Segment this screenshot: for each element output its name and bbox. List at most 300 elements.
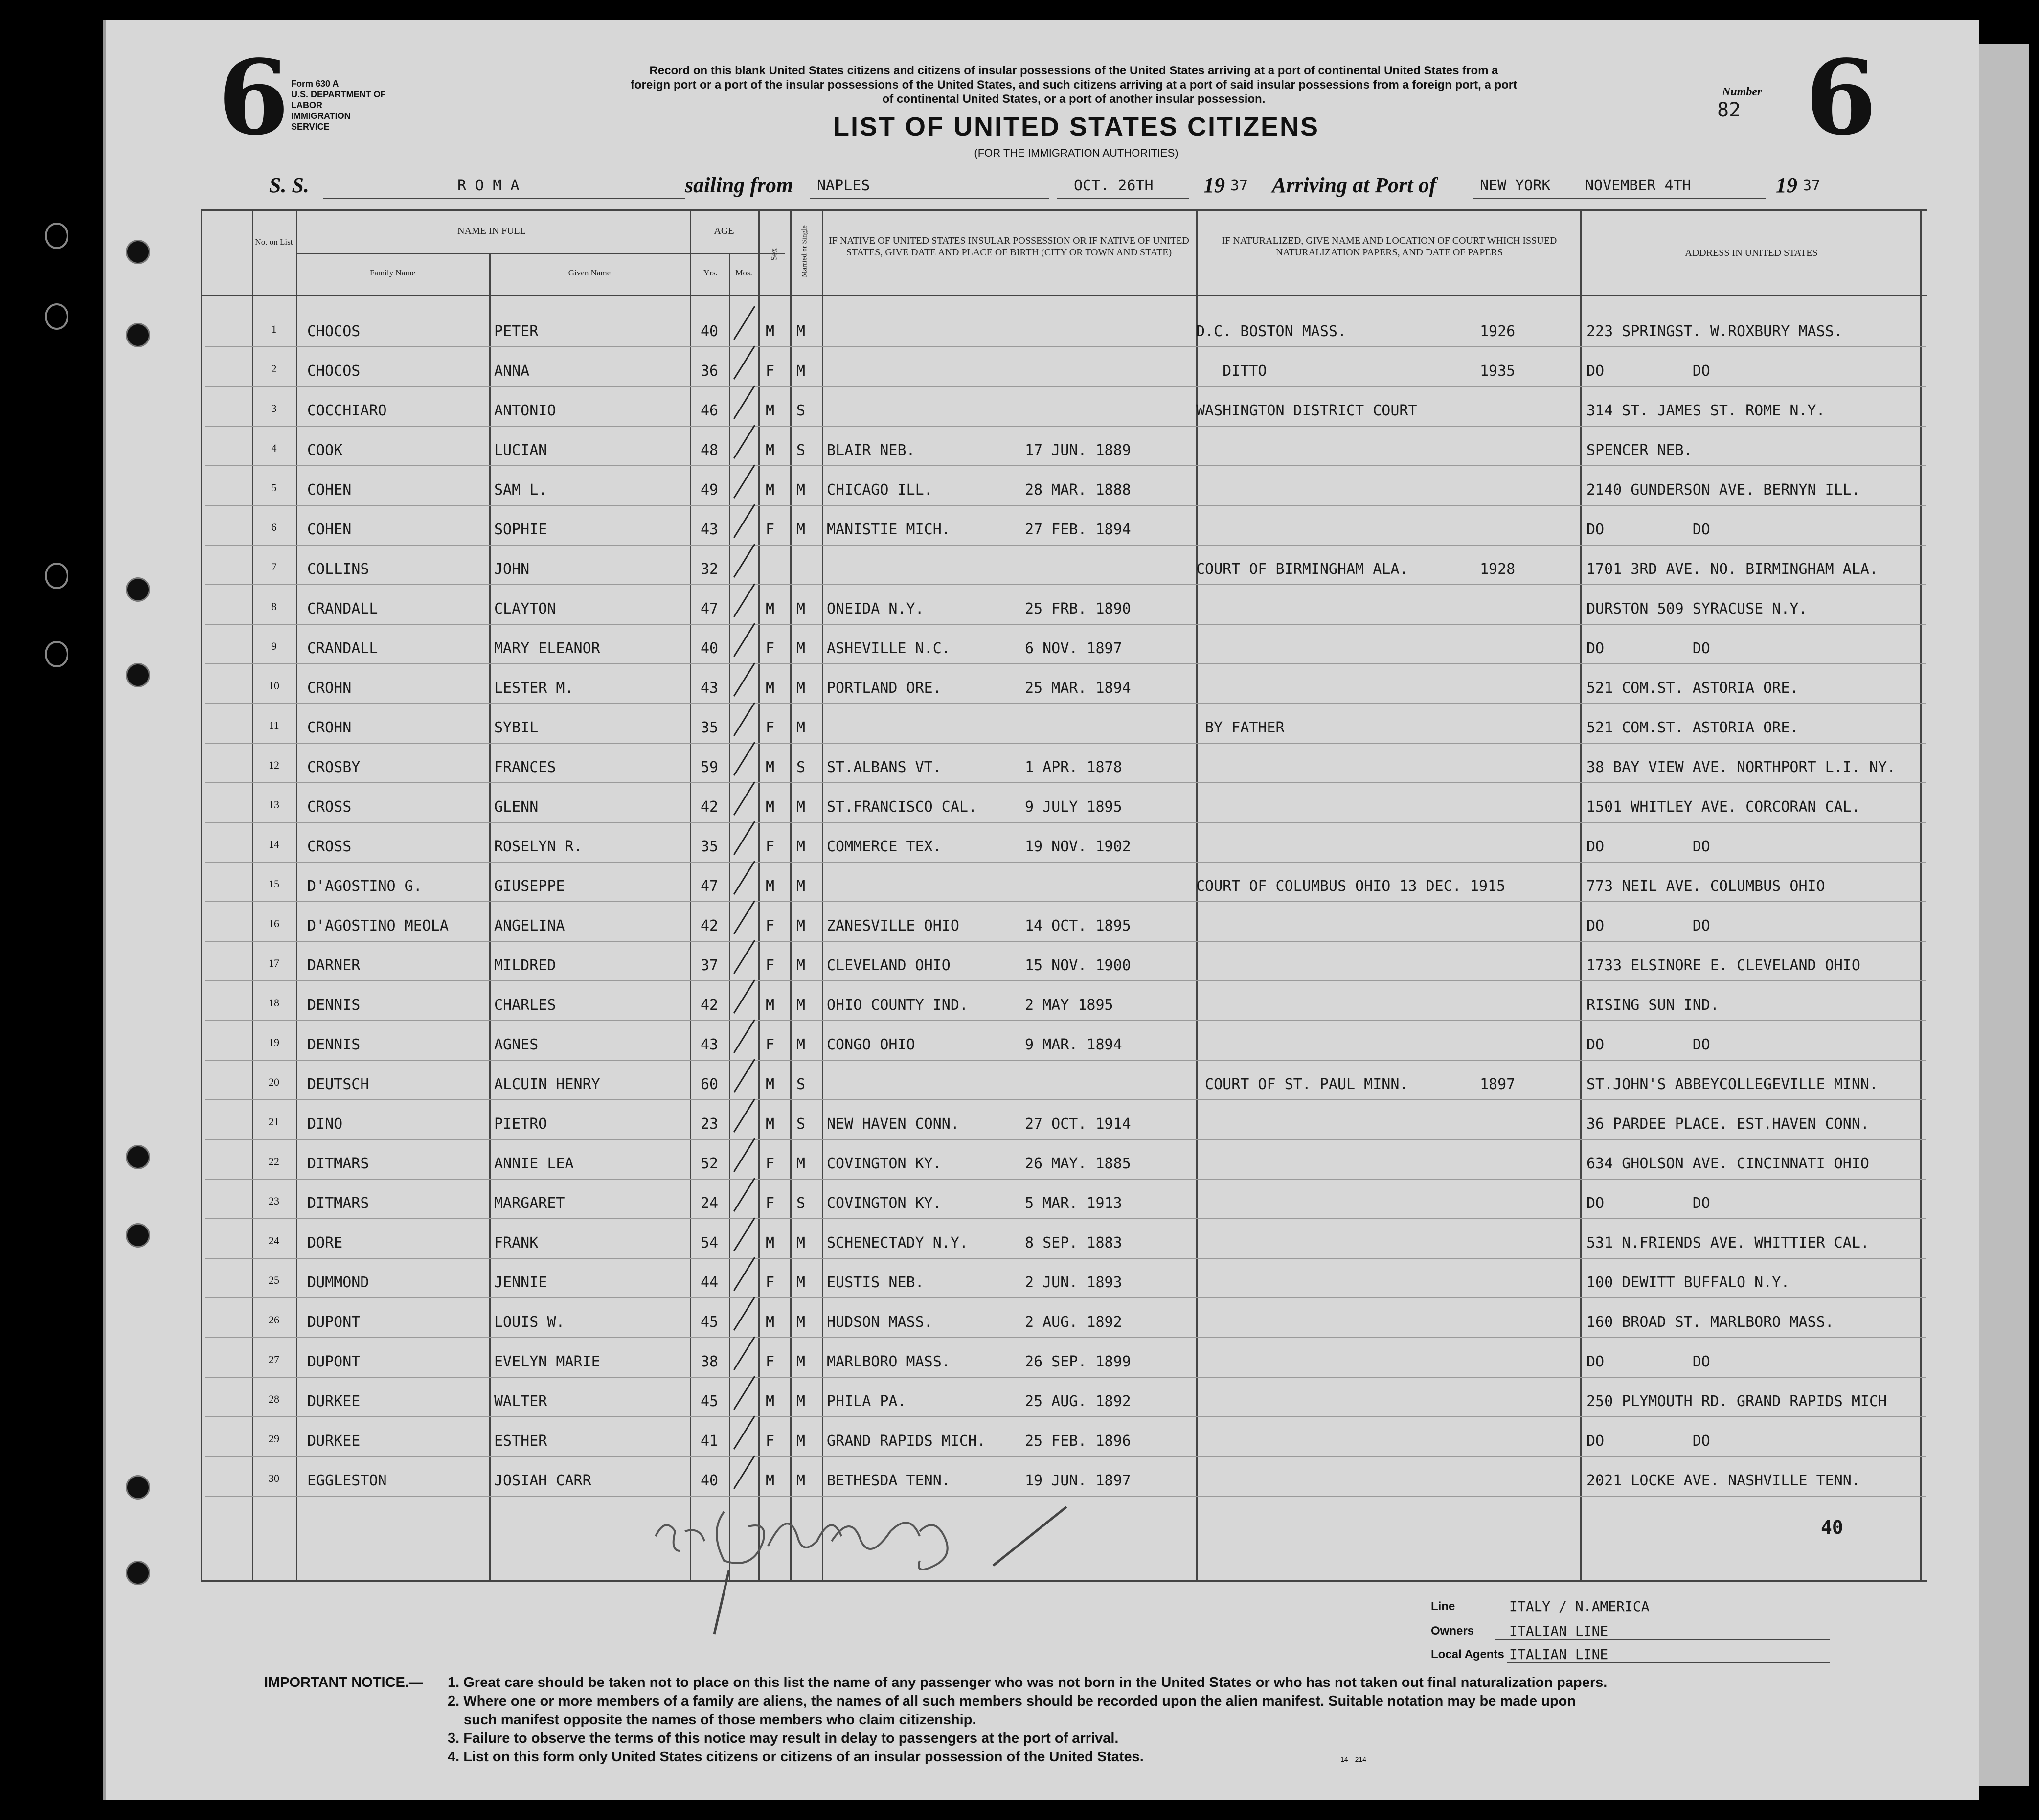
page-digit-right: 6	[1805, 37, 1877, 158]
age-years: 32	[701, 561, 719, 578]
marital-status: S	[796, 1195, 806, 1212]
header-name-in-full: NAME IN FULL	[457, 226, 526, 236]
sex: F	[766, 1274, 775, 1291]
marital-status: M	[796, 323, 806, 340]
us-address: 314 ST. JAMES ST. ROME N.Y.	[1586, 402, 1825, 419]
us-address: DURSTON 509 SYRACUSE N.Y.	[1586, 600, 1808, 617]
ship-name: R O M A	[457, 177, 520, 194]
family-name: DENNIS	[307, 1036, 361, 1053]
us-address: DO DO	[1586, 1195, 1710, 1212]
row-rule	[205, 1258, 1926, 1259]
family-name: CROSBY	[307, 759, 361, 776]
depart-year-prefix: 19	[1203, 173, 1225, 197]
binder-hole	[45, 563, 68, 589]
family-name: CHOCOS	[307, 363, 361, 380]
family-name: COLLINS	[307, 561, 369, 578]
important-notice-heading: IMPORTANT NOTICE.—	[264, 1675, 423, 1690]
us-address: 36 PARDEE PLACE. EST.HAVEN CONN.	[1586, 1115, 1869, 1133]
age-years: 60	[701, 1076, 719, 1093]
age-years: 45	[701, 1393, 719, 1410]
marital-status: M	[796, 1393, 806, 1410]
header-age: AGE	[714, 226, 734, 236]
naturalization-court: BY FATHER	[1196, 719, 1285, 736]
given-name: FRANCES	[494, 759, 556, 776]
marital-status: S	[796, 402, 806, 419]
us-address: 521 COM.ST. ASTORIA ORE.	[1586, 719, 1799, 736]
us-address: 38 BAY VIEW AVE. NORTHPORT L.I. NY.	[1586, 759, 1896, 776]
header-no-on-list: No. on List	[255, 237, 293, 247]
col-divider	[790, 209, 792, 1580]
agents-value: ITALIAN LINE	[1509, 1646, 1609, 1662]
us-address: 634 GHOLSON AVE. CINCINNATI OHIO	[1586, 1155, 1869, 1172]
punch-hole	[126, 1475, 150, 1500]
rule	[1507, 1662, 1830, 1663]
sex: F	[766, 957, 775, 974]
page-total: 40	[1821, 1517, 1843, 1538]
number-label: Number	[1722, 86, 1762, 98]
birth-place: OHIO COUNTY IND.	[827, 997, 968, 1014]
given-name: EVELYN MARIE	[494, 1353, 600, 1370]
row-rule	[205, 862, 1926, 863]
marital-status: M	[796, 997, 806, 1014]
row-rule	[205, 386, 1926, 387]
row-number: 12	[269, 759, 279, 771]
us-address: 773 NEIL AVE. COLUMBUS OHIO	[1586, 878, 1825, 895]
number-value: 82	[1717, 99, 1741, 121]
us-address: 1501 WHITLEY AVE. CORCORAN CAL.	[1586, 798, 1860, 816]
given-name: SYBIL	[494, 719, 539, 736]
line-label: Line	[1431, 1600, 1455, 1613]
service: IMMIGRATION SERVICE	[291, 111, 351, 132]
age-years: 45	[701, 1314, 719, 1331]
given-name: ANNIE LEA	[494, 1155, 574, 1172]
header-yrs: Yrs.	[703, 268, 718, 277]
age-years: 42	[701, 997, 719, 1014]
us-address: DO DO	[1586, 1353, 1710, 1370]
header-address: ADDRESS IN UNITED STATES	[1685, 248, 1818, 258]
naturalization-year: 1897	[1480, 1076, 1516, 1093]
birth-place: COVINGTON KY.	[827, 1155, 942, 1172]
us-address: RISING SUN IND.	[1586, 997, 1719, 1014]
punch-hole	[126, 663, 150, 687]
handwritten-signature	[646, 1482, 1086, 1639]
birth-place: NEW HAVEN CONN.	[827, 1115, 959, 1133]
row-number: 21	[269, 1115, 279, 1128]
us-address: 1733 ELSINORE E. CLEVELAND OHIO	[1586, 957, 1860, 974]
us-address: SPENCER NEB.	[1586, 442, 1693, 459]
row-number: 7	[271, 561, 277, 573]
given-name: GIUSEPPE	[494, 878, 565, 895]
form-number: Form 630 A	[291, 79, 339, 89]
marital-status: M	[796, 680, 806, 697]
family-name: COHEN	[307, 521, 352, 538]
us-address: 521 COM.ST. ASTORIA ORE.	[1586, 680, 1799, 697]
page-digit-left: 6	[218, 37, 290, 158]
age-years: 54	[701, 1234, 719, 1251]
age-years: 49	[701, 481, 719, 499]
row-rule	[205, 1416, 1926, 1417]
sex: F	[766, 1195, 775, 1212]
naturalization-year: 1926	[1480, 323, 1516, 340]
marital-status: M	[796, 878, 806, 895]
birth-place: MANISTIE MICH.	[827, 521, 951, 538]
row-rule	[205, 465, 1926, 466]
name-subheader-rule	[296, 253, 785, 254]
naturalization-year: 1935	[1480, 363, 1516, 380]
notice-item: 1. Great care should be taken not to place on this list the name of any passenger who was not born in the United States or who has not taken out final naturalization papers.	[448, 1675, 1608, 1690]
birth-date: 19 JUN. 1897	[1025, 1472, 1131, 1489]
age-years: 40	[701, 1472, 719, 1489]
family-name: DUPONT	[307, 1353, 361, 1370]
family-name: DENNIS	[307, 997, 361, 1014]
age-years: 35	[701, 719, 719, 736]
punch-hole	[126, 323, 150, 347]
age-years: 52	[701, 1155, 719, 1172]
marital-status: M	[796, 1155, 806, 1172]
birth-date: 15 NOV. 1900	[1025, 957, 1131, 974]
rule	[1057, 198, 1189, 199]
family-name: DUPONT	[307, 1314, 361, 1331]
birth-date: 2 AUG. 1892	[1025, 1314, 1122, 1331]
row-number: 16	[269, 917, 279, 930]
marital-status: M	[796, 838, 806, 855]
birth-place: CHICAGO ILL.	[827, 481, 933, 499]
naturalization-court: D.C. BOSTON MASS.	[1196, 323, 1347, 340]
given-name: WALTER	[494, 1393, 547, 1410]
naturalization-court: COURT OF COLUMBUS OHIO 13 DEC. 1915	[1196, 878, 1506, 895]
given-name: ANTONIO	[494, 402, 556, 419]
birth-date: 28 MAR. 1888	[1025, 481, 1131, 499]
birth-place: BLAIR NEB.	[827, 442, 915, 459]
age-years: 42	[701, 917, 719, 934]
us-address: 223 SPRINGST. W.ROXBURY MASS.	[1586, 323, 1843, 340]
row-rule	[205, 941, 1926, 942]
row-rule	[205, 663, 1926, 664]
birth-date: 8 SEP. 1883	[1025, 1234, 1122, 1251]
us-address: 100 DEWITT BUFFALO N.Y.	[1586, 1274, 1790, 1291]
naturalization-court: DITTO	[1196, 363, 1267, 380]
arriving-label: Arriving at Port of	[1272, 173, 1437, 197]
sex: M	[766, 1314, 775, 1331]
row-number: 13	[269, 798, 279, 811]
us-address: DO DO	[1586, 1433, 1710, 1450]
naturalization-court: WASHINGTON DISTRICT COURT	[1196, 402, 1417, 419]
row-number: 6	[271, 521, 277, 533]
row-rule	[205, 426, 1926, 427]
row-rule	[205, 1218, 1926, 1219]
row-number: 9	[271, 640, 277, 652]
given-name: SOPHIE	[494, 521, 547, 538]
marital-status: M	[796, 798, 806, 816]
owners-value: ITALIAN LINE	[1509, 1623, 1609, 1639]
family-name: DURKEE	[307, 1393, 361, 1410]
given-name: CHARLES	[494, 997, 556, 1014]
age-years: 46	[701, 402, 719, 419]
family-name: DUMMOND	[307, 1274, 369, 1291]
given-name: GLENN	[494, 798, 539, 816]
age-years: 44	[701, 1274, 719, 1291]
table-top-rule	[201, 209, 1927, 211]
row-rule	[205, 743, 1926, 744]
family-name: EGGLESTON	[307, 1472, 387, 1489]
birth-date: 26 MAY. 1885	[1025, 1155, 1131, 1172]
binder-hole	[45, 641, 68, 667]
marital-status: M	[796, 363, 806, 380]
age-years: 47	[701, 878, 719, 895]
us-address: DO DO	[1586, 640, 1710, 657]
naturalization-court: COURT OF BIRMINGHAM ALA.	[1196, 561, 1408, 578]
header-sex: Sex	[769, 248, 779, 261]
sex: F	[766, 640, 775, 657]
sex: M	[766, 997, 775, 1014]
birth-date: 1 APR. 1878	[1025, 759, 1122, 776]
age-years: 42	[701, 798, 719, 816]
notice-item: 2. Where one or more members of a family are aliens, the names of all such members should be recorded upon the alien manifest. Suitable notation may be made upon	[448, 1693, 1576, 1709]
us-address: ST.JOHN'S ABBEYCOLLEGEVILLE MINN.	[1586, 1076, 1879, 1093]
birth-place: EUSTIS NEB.	[827, 1274, 924, 1291]
naturalization-year: 1928	[1480, 561, 1516, 578]
birth-date: 9 JULY 1895	[1025, 798, 1122, 816]
page-title: LIST OF UNITED STATES CITIZENS	[833, 112, 1319, 141]
col-divider	[1920, 209, 1922, 1580]
notice-item: 3. Failure to observe the terms of this notice may result in delay to passengers at the port of arrival.	[448, 1730, 1119, 1746]
line-value: ITALY / N.AMERICA	[1509, 1598, 1650, 1615]
important-notice	[448, 1673, 1915, 1766]
us-address: 2140 GUNDERSON AVE. BERNYN ILL.	[1586, 481, 1860, 499]
page-subtitle: (FOR THE IMMIGRATION AUTHORITIES)	[974, 147, 1178, 159]
row-number: 10	[269, 680, 279, 692]
naturalization-court: COURT OF ST. PAUL MINN.	[1196, 1076, 1408, 1093]
binder-hole	[45, 303, 68, 330]
row-number: 23	[269, 1195, 279, 1207]
given-name: LOUIS W.	[494, 1314, 565, 1331]
sex: M	[766, 481, 775, 499]
sex: F	[766, 917, 775, 934]
marital-status: S	[796, 1115, 806, 1133]
birth-place: CLEVELAND OHIO	[827, 957, 951, 974]
ss-label: S. S.	[269, 173, 309, 197]
birth-place: CONGO OHIO	[827, 1036, 915, 1053]
sex: M	[766, 1393, 775, 1410]
sex: M	[766, 878, 775, 895]
given-name: JENNIE	[494, 1274, 547, 1291]
age-years: 35	[701, 838, 719, 855]
row-rule	[205, 1139, 1926, 1140]
row-rule	[205, 1377, 1926, 1378]
sex: M	[766, 442, 775, 459]
family-name: DURKEE	[307, 1433, 361, 1450]
row-number: 29	[269, 1433, 279, 1445]
family-name: CROSS	[307, 798, 352, 816]
punch-hole	[126, 240, 150, 264]
marital-status: M	[796, 600, 806, 617]
family-name: COOK	[307, 442, 343, 459]
birth-date: 2 JUN. 1893	[1025, 1274, 1122, 1291]
row-number: 3	[271, 402, 277, 414]
given-name: AGNES	[494, 1036, 539, 1053]
row-number: 30	[269, 1472, 279, 1484]
given-name: ANNA	[494, 363, 530, 380]
row-number: 14	[269, 838, 279, 850]
birth-date: 25 FEB. 1896	[1025, 1433, 1131, 1450]
col-divider	[822, 209, 823, 1580]
marital-status: M	[796, 1274, 806, 1291]
given-name: ALCUIN HENRY	[494, 1076, 600, 1093]
age-years: 48	[701, 442, 719, 459]
us-address: 531 N.FRIENDS AVE. WHITTIER CAL.	[1586, 1234, 1869, 1251]
sex: M	[766, 1076, 775, 1093]
depart-date: OCT. 26TH	[1074, 177, 1154, 194]
marital-status: M	[796, 1314, 806, 1331]
us-address: DO DO	[1586, 363, 1710, 380]
punch-hole	[126, 1223, 150, 1248]
family-name: CROSS	[307, 838, 352, 855]
row-rule	[205, 782, 1926, 783]
col-divider	[729, 253, 730, 1580]
given-name: SAM L.	[494, 481, 547, 499]
birth-place: ST.ALBANS VT.	[827, 759, 942, 776]
sex: M	[766, 323, 775, 340]
birth-date: 27 OCT. 1914	[1025, 1115, 1131, 1133]
birth-place: ST.FRANCISCO CAL.	[827, 798, 977, 816]
arrival-year-prefix: 19	[1776, 173, 1797, 197]
row-rule	[205, 1297, 1926, 1298]
marital-status: M	[796, 1036, 806, 1053]
age-years: 43	[701, 521, 719, 538]
birth-date: 27 FEB. 1894	[1025, 521, 1131, 538]
sex: M	[766, 1472, 775, 1489]
given-name: PETER	[494, 323, 539, 340]
family-name: DORE	[307, 1234, 343, 1251]
row-number: 28	[269, 1393, 279, 1405]
us-address: DO DO	[1586, 917, 1710, 934]
row-rule	[205, 822, 1926, 823]
family-name: D'AGOSTINO G.	[307, 878, 422, 895]
col-divider	[1580, 209, 1582, 1580]
marital-status: M	[796, 957, 806, 974]
col-divider	[296, 209, 297, 1580]
age-years: 47	[701, 600, 719, 617]
marital-status: M	[796, 521, 806, 538]
row-rule	[205, 703, 1926, 704]
given-name: MILDRED	[494, 957, 556, 974]
form-label	[291, 78, 389, 132]
family-name: DITMARS	[307, 1195, 369, 1212]
age-years: 59	[701, 759, 719, 776]
sex: F	[766, 363, 775, 380]
punch-hole	[126, 1561, 150, 1585]
age-years: 40	[701, 323, 719, 340]
row-number: 2	[271, 363, 277, 375]
birth-date: 25 AUG. 1892	[1025, 1393, 1131, 1410]
us-address: DO DO	[1586, 838, 1710, 855]
family-name: COCCHIARO	[307, 402, 387, 419]
marital-status: S	[796, 1076, 806, 1093]
birth-place: MARLBORO MASS.	[827, 1353, 951, 1370]
given-name: LESTER M.	[494, 680, 574, 697]
sex: F	[766, 521, 775, 538]
family-name: COHEN	[307, 481, 352, 499]
row-rule	[205, 545, 1926, 546]
marital-status: M	[796, 1433, 806, 1450]
row-rule	[205, 1060, 1926, 1061]
from-port: NAPLES	[817, 177, 870, 194]
us-address: 1701 3RD AVE. NO. BIRMINGHAM ALA.	[1586, 561, 1879, 578]
family-name: CHOCOS	[307, 323, 361, 340]
depart-year: 37	[1230, 177, 1248, 194]
birth-date: 17 JUN. 1889	[1025, 442, 1131, 459]
family-name: CROHN	[307, 719, 352, 736]
row-number: 11	[269, 719, 279, 731]
row-number: 17	[269, 957, 279, 969]
row-number: 1	[271, 323, 277, 335]
birth-place: ASHEVILLE N.C.	[827, 640, 951, 657]
rule	[1495, 1639, 1830, 1640]
sex: M	[766, 402, 775, 419]
row-rule	[205, 346, 1926, 347]
marital-status: S	[796, 759, 806, 776]
row-rule	[205, 901, 1926, 902]
birth-place: HUDSON MASS.	[827, 1314, 933, 1331]
sex: M	[766, 798, 775, 816]
marital-status: S	[796, 442, 806, 459]
marital-status: M	[796, 1472, 806, 1489]
header-married: Married or Single	[800, 225, 809, 277]
sex: M	[766, 680, 775, 697]
row-number: 25	[269, 1274, 279, 1286]
intro-line: Record on this blank United States citizens and citizens of insular possessions of the United States arriving at a port of continental United States from a	[649, 64, 1498, 77]
col-divider	[252, 209, 253, 1580]
given-name: ROSELYN R.	[494, 838, 583, 855]
birth-date: 5 MAR. 1913	[1025, 1195, 1122, 1212]
birth-date: 25 MAR. 1894	[1025, 680, 1131, 697]
sex: F	[766, 1155, 775, 1172]
birth-place: COVINGTON KY.	[827, 1195, 942, 1212]
row-rule	[205, 980, 1926, 981]
row-number: 5	[271, 481, 277, 494]
punch-hole	[126, 577, 150, 602]
header-given-name: Given Name	[568, 268, 611, 277]
us-address: DO DO	[1586, 1036, 1710, 1053]
marital-status: M	[796, 1234, 806, 1251]
family-name: CROHN	[307, 680, 352, 697]
family-name: D'AGOSTINO MEOLA	[307, 917, 449, 934]
rule	[810, 198, 1049, 199]
family-name: DARNER	[307, 957, 361, 974]
family-name: DINO	[307, 1115, 343, 1133]
row-rule	[205, 1099, 1926, 1100]
us-address: DO DO	[1586, 521, 1710, 538]
given-name: MARGARET	[494, 1195, 565, 1212]
binder-hole	[45, 223, 68, 249]
row-rule	[205, 624, 1926, 625]
given-name: ESTHER	[494, 1433, 547, 1450]
row-rule	[205, 1020, 1926, 1021]
row-rule	[205, 1337, 1926, 1338]
row-rule	[205, 505, 1926, 506]
row-number: 20	[269, 1076, 279, 1088]
marital-status: M	[796, 481, 806, 499]
col-divider	[758, 209, 760, 1580]
age-years: 43	[701, 680, 719, 697]
sex: F	[766, 1036, 775, 1053]
sailing-label: sailing from	[685, 173, 793, 197]
row-number: 26	[269, 1314, 279, 1326]
given-name: FRANK	[494, 1234, 539, 1251]
marital-status: M	[796, 917, 806, 934]
col-divider	[489, 253, 491, 1580]
row-number: 8	[271, 600, 277, 613]
